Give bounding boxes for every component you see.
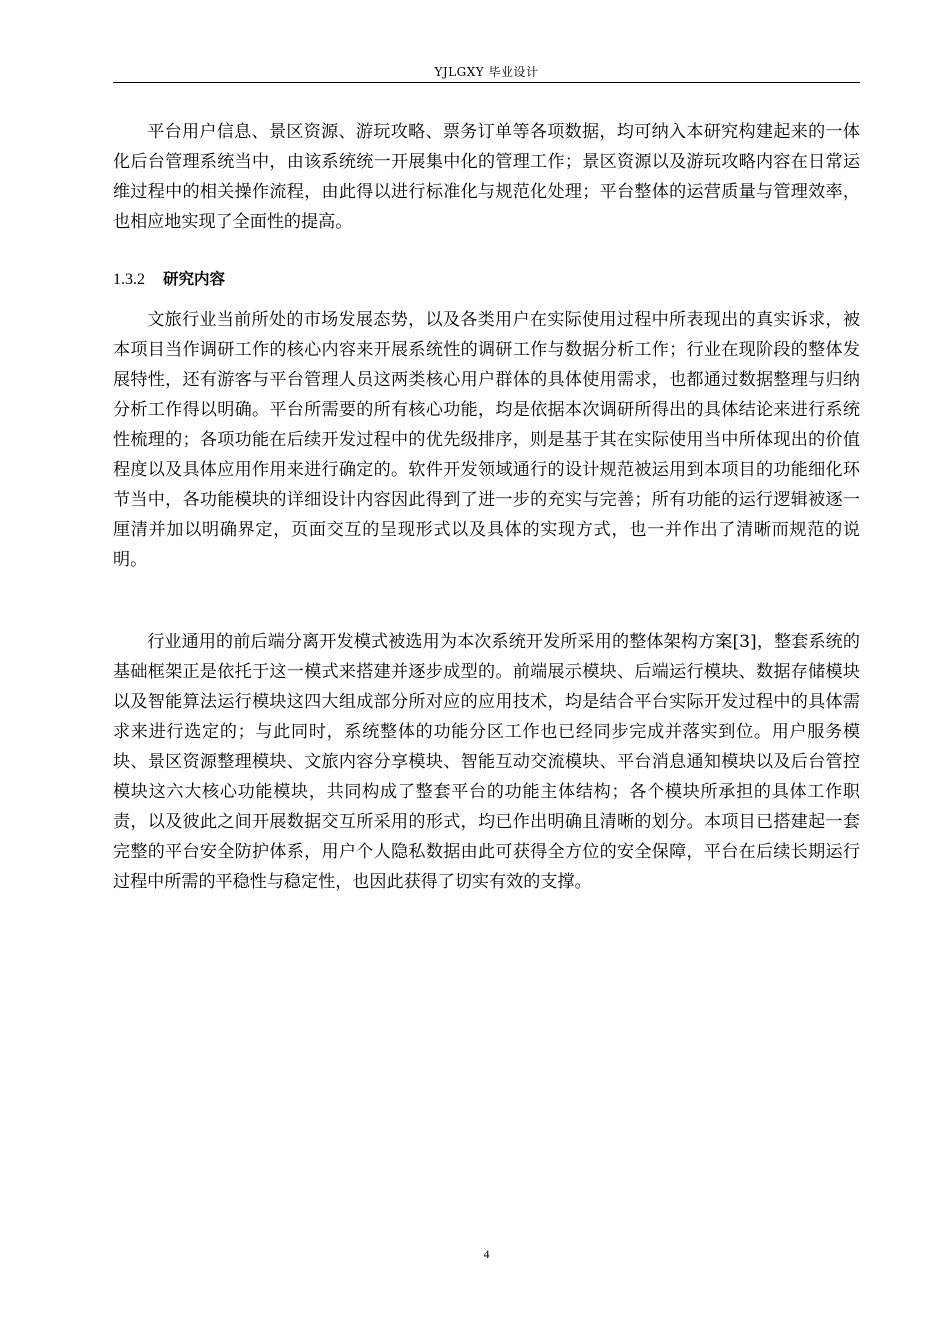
section-heading [113,266,225,293]
body-paragraph-3: 行业通用的前后端分离开发模式被选用为本次系统开发所采用的整体架构方案[3]，整套系统的基础框架正是依托于这一模式来搭建并逐步成型的。前端展示模块、后端运行模块、数据存储模块以及智能算法运行模块这四大组成部分所对应的应用技术，均是结合平台实际开发过程中的具体需求来进行选定的；与此同时，系统整体的功能分区工作也已经同步完成并落实到位。用户服务模块、景区资源整理模块、文旅内容分享模块、智能互动交流模块、平台消息通知模块以及后台管控模块这六大核心功能模块，共同构成了整套平台的功能主体结构；各个模块所承担的具体工作职责，以及彼此之间开展数据交互所采用的形式，均已作出明确且清晰的划分。本项目已搭建起一套完整的平台安全防护体系，用户个人隐私数据由此可获得全方位的安全保障，平台在后续长期运行过程中所需的平稳性与稳定性，也因此获得了切实有效的支撑。 [113,632,860,892]
running-header: YJLGXY 毕业设计 [434,65,539,79]
body-paragraph-2: 文旅行业当前所处的市场发展态势，以及各类用户在实际使用过程中所表现出的真实诉求，被本项目当作调研工作的核心内容来开展系统性的调研工作与数据分析工作；行业在现阶段的整体发展特性，还有游客与平台管理人员这两类核心用户群体的具体使用需求，也都通过数据整理与归纳分析工作得以明确。平台所需要的所有核心功能，均是依据本次调研所得出的具体结论来进行系统性梳理的；各项功能在后续开发过程中的优先级排序，则是基于其在实际使用当中所体现出的价值程度以及具体应用作用来进行确定的。软件开发领域通行的设计规范被运用到本项目的功能细化环节当中，各功能模块的详细设计内容因此得到了进一步的充实与完善；所有功能的运行逻辑被逐一厘清并加以明确界定，页面交互的呈现形式以及具体的实现方式，也一并作出了清晰而规范的说明。 [113,310,860,570]
page-number: 4 [483,1247,490,1261]
body-paragraph-1: 平台用户信息、景区资源、游玩攻略、票务订单等各项数据，均可纳入本研究构建起来的一体化后台管理系统当中，由该系统统一开展集中化的管理工作；景区资源以及游玩攻略内容在日常运维过程中的相关操作流程，由此得以进行标准化与规范化处理；平台整体的运营质量与管理效率，也相应地实现了全面性的提高。 [113,122,860,232]
section-title: 研究内容 [163,270,226,288]
section-number: 1.3.2 [113,271,145,288]
header-divider [113,82,860,83]
